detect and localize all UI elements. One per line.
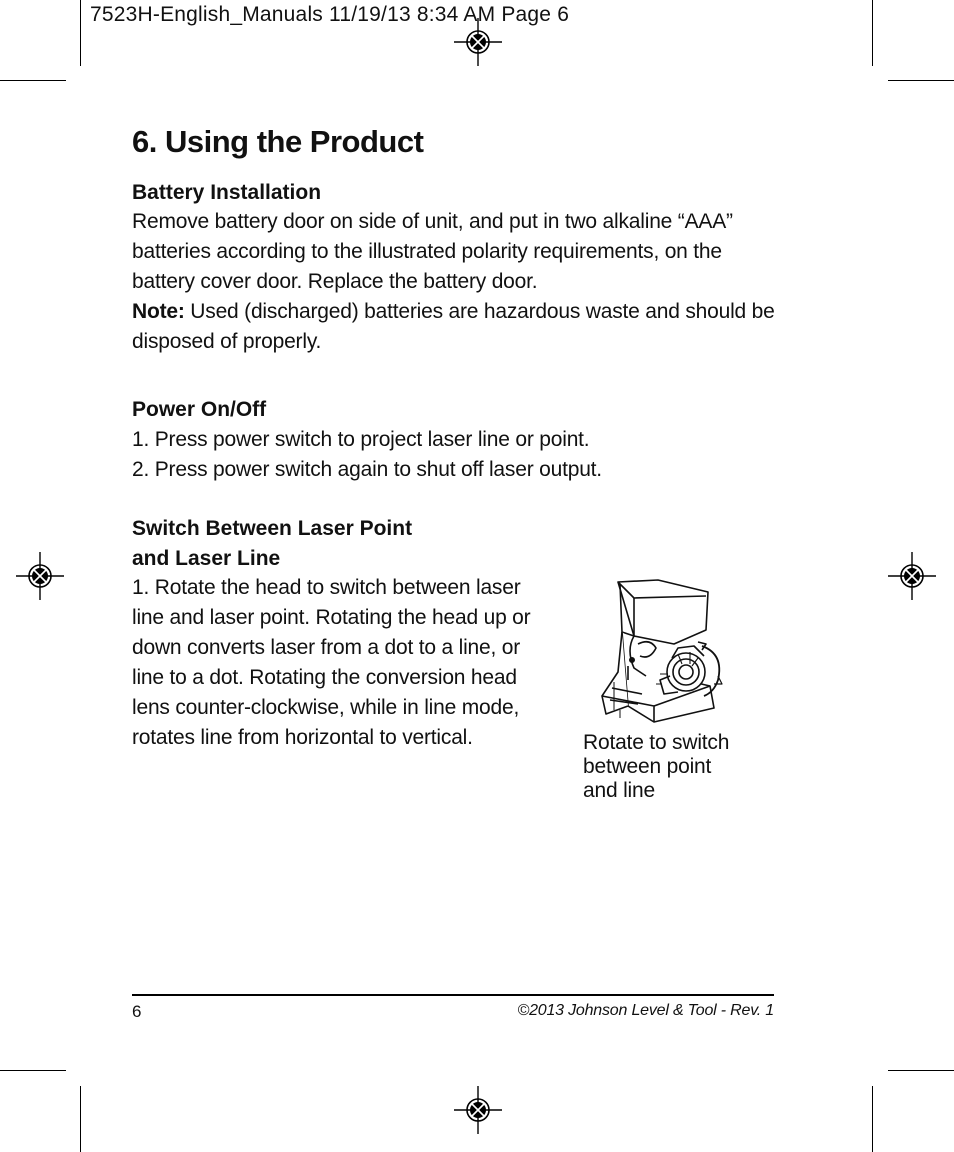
switch-text — [132, 573, 530, 753]
text-line: line to a dot. Rotating the conversion head — [132, 666, 517, 689]
registration-mark-icon — [454, 18, 502, 66]
page-number: 6 — [132, 1002, 142, 1021]
crop-mark-top-left-vertical — [80, 0, 81, 66]
laser-level-rotate-head-illustration — [598, 576, 736, 724]
caption-line: Rotate to switch — [583, 731, 730, 754]
text-line: lens counter-clockwise, while in line mode, — [132, 696, 520, 719]
power-steps — [132, 425, 602, 485]
caption-line: between point — [583, 755, 712, 778]
list-item: 1. Press power switch to project laser line or point. — [132, 428, 590, 451]
text-line: Remove battery door on side of unit, and put in two alkaline “AAA” — [132, 210, 733, 233]
caption-line: and line — [583, 779, 655, 802]
crop-mark-bottom-left-horizontal — [0, 1070, 66, 1071]
registration-mark-icon — [454, 1086, 502, 1134]
crop-mark-bottom-right-vertical — [872, 1086, 873, 1152]
text-line: line and laser point. Rotating the head up or — [132, 606, 531, 629]
list-item: 2. Press power switch again to shut off laser output. — [132, 458, 602, 481]
power-heading: Power On/Off — [132, 398, 267, 421]
crop-mark-top-right-vertical — [872, 0, 873, 66]
battery-installation-heading: Battery Installation — [132, 181, 322, 204]
crop-mark-top-right-horizontal — [888, 80, 954, 81]
switch-heading — [132, 514, 412, 574]
battery-note — [132, 297, 775, 327]
registration-mark-icon — [16, 552, 64, 600]
section-title: 6. Using the Product — [132, 124, 424, 159]
note-text: Used (discharged) batteries are hazardous waste and should be — [184, 300, 775, 323]
figure-caption — [583, 731, 729, 803]
crop-mark-bottom-left-vertical — [80, 1086, 81, 1152]
text-line: batteries according to the illustrated polarity requirements, on the — [132, 240, 722, 263]
text-line: 1. Rotate the head to switch between laser — [132, 576, 521, 599]
copyright-notice: ©2013 Johnson Level & Tool - Rev. 1 — [517, 1002, 774, 1019]
text-line: down converts laser from a dot to a line, or — [132, 636, 521, 659]
switch-heading-line: Switch Between Laser Point — [132, 517, 413, 540]
print-slug: 7523H-English_Manuals 11/19/13 8:34 AM Page 6 — [90, 3, 570, 26]
crop-mark-bottom-right-horizontal — [888, 1070, 954, 1071]
crop-mark-top-left-horizontal — [0, 80, 66, 81]
switch-heading-line: and Laser Line — [132, 547, 281, 570]
footer-rule — [132, 994, 774, 996]
text-line: rotates line from horizontal to vertical. — [132, 726, 473, 749]
note-label: Note: — [132, 300, 185, 323]
text-line: disposed of properly. — [132, 330, 322, 353]
battery-installation-text — [132, 207, 775, 357]
registration-mark-icon — [888, 552, 936, 600]
text-line: battery cover door. Replace the battery door. — [132, 270, 538, 293]
